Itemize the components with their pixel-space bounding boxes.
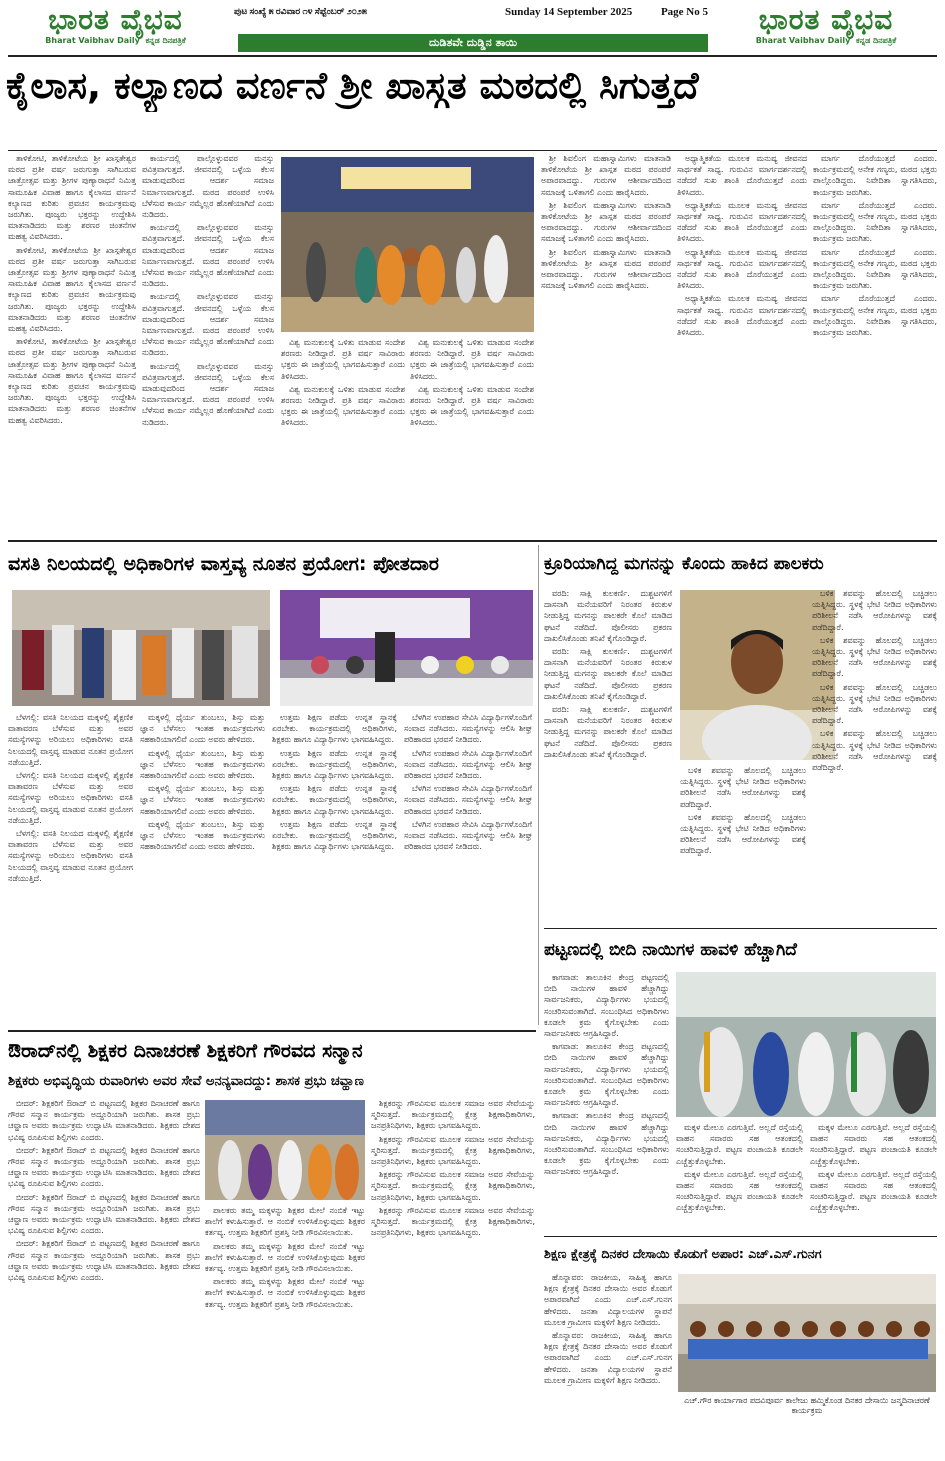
lead-column-2 [142,153,274,523]
teachers-subheadline: ಶಿಕ್ಷಕರು ಅಭಿವೃದ್ಧಿಯ ರುವಾರಿಗಳು ಅವರ ಸೇವೆ ಅನನ್ಯವಾದದ್ದು: ಶಾಸಕ ಪ್ರಭು ಚವ್ಹಾಣ [8,1074,364,1089]
issue-date: Sunday 14 September 2025 [505,6,633,18]
photo-students-group-image [678,1274,936,1392]
column-divider [538,545,539,1025]
teachers-paragraph: ಬೀದರ್: ಶಿಕ್ಷಕರಿಗೆ ಔರಾದ್ ಬಿ ಪಟ್ಟಣದಲ್ಲಿ ಶಿಕ್ಷಕರ ದಿನಾಚರಣೆ ಹಾಗೂ ಗೌರವ ಸನ್ಮಾನ ಕಾರ್ಯಕ್ರಮ ಅದ್ದೂರಿಯಾಗಿ ಜರುಗಿತು. ಶಾಸಕ ಪ್ರಭು ಚವ್ಹಾಣ ಅವರು ಕಾರ್ಯಕ್ರಮ ಉದ್ಘಾಟಿಸಿ ಮಾತನಾಡಿದರು. ಶಿಕ್ಷಕರು ದೇಶದ ಭವಿಷ್ಯ ರೂಪಿಸುವ ಶಿಲ್ಪಿಗಳು ಎಂದರು. [8,1099,200,1142]
hostel-column-2 [140,712,265,932]
lead-paragraph: ಕಾರ್ಯದಲ್ಲಿ ಪಾಲ್ಗೊಳ್ಳುವವರ ಮನಸ್ಸು ಪವಿತ್ರವಾಗುತ್ತದೆ. ಜೀವನದಲ್ಲಿ ಒಳ್ಳೆಯ ಕೆಲಸ ಮಾಡುವುದರಿಂದ ಆದರ್ಶ ಸಮಾಜ ನಿರ್ಮಾಣವಾಗುತ್ತದೆ. ಮಠದ ಪರಂಪರೆ ಉಳಿಸಿ ಬೆಳೆಸುವ ಕಾರ್ಯ ನಮ್ಮೆಲ್ಲರ ಹೊಣೆಯಾಗಿದೆ ಎಂದು ನುಡಿದರು. [142,292,274,358]
lead-paragraph: ಶ್ರೀ ಶಿವಲಿಂಗ ಮಹಾಸ್ವಾಮಿಗಳು ಮಾತನಾಡಿ ತಾಳಿಕೋಟೆಯ ಶ್ರೀ ಖಾಸ್ಗತ ಮಠದ ಪರಂಪರೆ ಅಪಾರವಾದದ್ದು. ಗುರುಗಳ ಆಶೀರ್ವಾದದಿಂದ ಸಮಾಜಕ್ಕೆ ಒಳಿತಾಗಲಿ ಎಂದು ಹಾರೈಸಿದರು. [541,247,671,291]
dogs-headline: ಪಟ್ಟಣದಲ್ಲಿ ಬೀದಿ ನಾಯಿಗಳ ಹಾವಳಿ ಹೆಚ್ಚಾಗಿದೆ [544,940,797,960]
logo-subtitle-kannada: ಕನ್ನಡ ದಿನಪತ್ರಿಕೆ [855,36,897,45]
dogs-paragraph: ಮಕ್ಕಳ ಮೇಲೂ ಎರಗುತ್ತಿವೆ. ಅಲ್ಲದೆ ರಸ್ತೆಯಲ್ಲಿ ವಾಹನ ಸವಾರರು ಸಹ ಆತಂಕದಲ್ಲಿ ಸಂಚರಿಸುತ್ತಿದ್ದಾರೆ. ಪಟ್ಟಣ ಪಂಚಾಯತಿ ಕೂಡಲೇ ಎಚ್ಚೆತ್ತುಕೊಳ್ಳಬೇಕು. [676,1123,803,1166]
hostel-headline: ವಸತಿ ನಿಲಯದಲ್ಲಿ ಅಧಿಕಾರಿಗಳ ವಾಸ್ತವ್ಯ ನೂತನ ಪ್ರಯೋಗ: ಪೋತದಾರ [8,553,439,575]
lead-column-6 [813,153,937,523]
hostel-paragraph: ಬೆಳಗಿನ ಉಪಹಾರ ಸೇವಿಸಿ ವಿದ್ಯಾರ್ಥಿಗಳೊಂದಿಗೆ ಸಂವಾದ ನಡೆಸಿದರು. ಸಮಸ್ಯೆಗಳನ್ನು ಆಲಿಸಿ ಶೀಘ್ರ ಪರಿಹಾರದ ಭರವಸೆ ನೀಡಿದರು. [404,713,532,745]
lead-paragraph: ಮಾರ್ಗ ದೊರೆಯುತ್ತದೆ ಎಂದರು. ಕಾರ್ಯಕ್ರಮದಲ್ಲಿ ಅನೇಕ ಗಣ್ಯರು, ಮಠದ ಭಕ್ತರು ಪಾಲ್ಗೊಂಡಿದ್ದರು. ನಿವೇದಿತಾ ಸ್ವಾಗತಿಸಿದರು, ಕಾರ್ಯಕ್ರಮ ಜರುಗಿತು. [813,247,937,291]
lead-paragraph: ತಾಳಿಕೋಟಿ, ತಾಳಿಕೋಟೆಯ ಶ್ರೀ ಖಾಸ್ಗತೇಶ್ವರ ಮಠದ ಪ್ರತೀ ವರ್ಷ ಜರುಗುತ್ತಾ ಸಾಗಿಬರುವ ಜಾತ್ರೋತ್ಸವ ಮತ್ತು ಶ್ರೀಗಳ ಪುಣ್ಯಾರಾಧನೆ ನಿಮಿತ್ತ ಸಾಮೂಹಿಕ ವಿವಾಹ ಹಾಗೂ ಕೈಲಾಸದ ವರ್ಣನೆ ಕಲ್ಯಾಣದ ಕುರಿತು ಪ್ರವಚನ ಕಾರ್ಯಕ್ರಮವು ಜರುಗಿತು. ಪೂಜ್ಯರು ಭಕ್ತರನ್ನು ಉದ್ದೇಶಿಸಿ ಮಾತನಾಡಿದರು ಮತ್ತು ಶರಣರ ಚಿಂತನೆಗಳ ಮಹತ್ವ ವಿವರಿಸಿದರು. [8,337,136,425]
lead-column-1 [8,153,136,523]
lead-headline: ಕೈಲಾಸ, ಕಲ್ಯಾಣದ ವರ್ಣನೆ ಶ್ರೀ ಖಾಸ್ಗತ ಮಠದಲ್ಲಿ ಸಿಗುತ್ತದೆ [6,64,699,107]
photo-hostel-stage [280,590,533,706]
crime-paragraph: ಬಳಿಕ ಶವವನ್ನು ಹೊಲದಲ್ಲಿ ಬಚ್ಚಿಡಲು ಯತ್ನಿಸಿದ್ದರು. ಸ್ಥಳಕ್ಕೆ ಭೇಟಿ ನೀಡಿದ ಅಧಿಕಾರಿಗಳು ಪರಿಶೀಲನೆ ನಡೆಸಿ ಆರೋಪಿಗಳನ್ನು ವಶಕ್ಕೆ ಪಡೆದಿದ್ದಾರೆ. [812,635,937,679]
crime-paragraph: ಬಳಿಕ ಶವವನ್ನು ಹೊಲದಲ್ಲಿ ಬಚ್ಚಿಡಲು ಯತ್ನಿಸಿದ್ದರು. ಸ್ಥಳಕ್ಕೆ ಭೇಟಿ ನೀಡಿದ ಅಧಿಕಾರಿಗಳು ಪರಿಶೀಲನೆ ನಡೆಸಿ ಆರೋಪಿಗಳನ್ನು ವಶಕ್ಕೆ ಪಡೆದಿದ್ದಾರೆ. [812,682,937,726]
crime-column-2 [680,765,806,923]
hostel-column-4 [404,712,532,932]
teachers-column-3 [371,1098,535,1438]
photo-felicitation-group [676,972,936,1117]
teachers-paragraph: ಶಿಕ್ಷಕರನ್ನು ಗೌರವಿಸುವ ಮೂಲಕ ಸಮಾಜ ಅವರ ಸೇವೆಯನ್ನು ಸ್ಮರಿಸುತ್ತದೆ. ಕಾರ್ಯಕ್ರಮದಲ್ಲಿ ಕ್ಷೇತ್ರ ಶಿಕ್ಷಣಾಧಿಕಾರಿಗಳು, ಜನಪ್ರತಿನಿಧಿಗಳು, ಶಿಕ್ಷಕರು ಭಾಗವಹಿಸಿದ್ದರು. [371,1205,535,1238]
teachers-headline: ಔರಾದ್‌ನಲ್ಲಿ ಶಿಕ್ಷಕರ ದಿನಾಚರಣೆ ಶಿಕ್ಷಕರಿಗೆ ಗೌರವದ ಸನ್ಮಾನ [8,1040,363,1062]
photo-students-group [678,1274,936,1392]
motto-text: ದುಡಿತವೇ ದುಡ್ಡಿನ ತಾಯಿ [428,36,518,49]
motto-bar [238,34,708,52]
hostel-paragraph: ಮಕ್ಕಳಲ್ಲಿ ಧೈರ್ಯ ತುಂಬಲು, ಶಿಸ್ತು ಮತ್ತು ಜ್ಞಾನ ಬೆಳೆಸಲು ಇಂತಹ ಕಾರ್ಯಕ್ರಮಗಳು ಸಹಕಾರಿಯಾಗಲಿವೆ ಎಂದು ಅವರು ಹೇಳಿದರು. [140,748,265,781]
dogs-column-3 [810,1122,937,1232]
logo-text: ಭಾರತ ವೈಭವ [758,3,894,36]
logo-text: ಭಾರತ ವೈಭವ [48,3,183,36]
lead-paragraph: ಶ್ರೀ ಶಿವಲಿಂಗ ಮಹಾಸ್ವಾಮಿಗಳು ಮಾತನಾಡಿ ತಾಳಿಕೋಟೆಯ ಶ್ರೀ ಖಾಸ್ಗತ ಮಠದ ಪರಂಪರೆ ಅಪಾರವಾದದ್ದು. ಗುರುಗಳ ಆಶೀರ್ವಾದದಿಂದ ಸಮಾಜಕ್ಕೆ ಒಳಿತಾಗಲಿ ಎಂದು ಹಾರೈಸಿದರು. [541,154,671,197]
lead-paragraph: ತಾಳಿಕೋಟಿ, ತಾಳಿಕೋಟೆಯ ಶ್ರೀ ಖಾಸ್ಗತೇಶ್ವರ ಮಠದ ಪ್ರತೀ ವರ್ಷ ಜರುಗುತ್ತಾ ಸಾಗಿಬರುವ ಜಾತ್ರೋತ್ಸವ ಮತ್ತು ಶ್ರೀಗಳ ಪುಣ್ಯಾರಾಧನೆ ನಿಮಿತ್ತ ಸಾಮೂಹಿಕ ವಿವಾಹ ಹಾಗೂ ಕೈಲಾಸದ ವರ್ಣನೆ ಕಲ್ಯಾಣದ ಕುರಿತು ಪ್ರವಚನ ಕಾರ್ಯಕ್ರಮವು ಜರುಗಿತು. ಪೂಜ್ಯರು ಭಕ್ತರನ್ನು ಉದ್ದೇಶಿಸಿ ಮಾತನಾಡಿದರು ಮತ್ತು ಶರಣರ ಚಿಂತನೆಗಳ ಮಹತ್ವ ವಿವರಿಸಿದರು. [8,154,136,242]
hostel-column-1 [8,712,133,932]
lead-paragraph: ಅಧ್ಯಾತ್ಮಿಕತೆಯ ಮೂಲಕ ಮನುಷ್ಯ ಜೀವನದ ಸಾರ್ಥಕತೆ ಸಾಧ್ಯ. ಗುರುವಿನ ಮಾರ್ಗದರ್ಶನದಲ್ಲಿ ನಡೆದರೆ ಸುಖ ಶಾಂತಿ ದೊರೆಯುತ್ತದೆ ಎಂದು ತಿಳಿಸಿದರು. [677,247,807,291]
teachers-paragraph: ಪಾಲಕರು ತಮ್ಮ ಮಕ್ಕಳನ್ನು ಶಿಕ್ಷಕರ ಮೇಲೆ ನಂಬಿಕೆ ಇಟ್ಟು ಶಾಲೆಗೆ ಕಳುಹಿಸುತ್ತಾರೆ. ಆ ನಂಬಿಕೆ ಉಳಿಸಿಕೊಳ್ಳುವುದು ಶಿಕ್ಷಕರ ಕರ್ತವ್ಯ. ಉತ್ತಮ ಶಿಕ್ಷಕರಿಗೆ ಪ್ರಶಸ್ತಿ ನೀಡಿ ಗೌರವಿಸಲಾಯಿತು. [205,1241,365,1274]
section-rule [8,1030,536,1032]
hostel-paragraph: ಉತ್ತಮ ಶಿಕ್ಷಣ ಪಡೆದು ಉನ್ನತ ಸ್ಥಾನಕ್ಕೆ ಏರಬೇಕು. ಕಾರ್ಯಕ್ರಮದಲ್ಲಿ ಅಧಿಕಾರಿಗಳು, ಶಿಕ್ಷಕರು ಹಾಗೂ ವಿದ್ಯಾರ್ಥಿಗಳು ಭಾಗವಹಿಸಿದ್ದರು. [272,784,397,816]
lead-paragraph: ವಿಶ್ವ ಮನುಕುಲಕ್ಕೆ ಒಳಿತು ಮಾಡುವ ಸಂದೇಶ ಶರಣರು ನೀಡಿದ್ದಾರೆ. ಪ್ರತಿ ವರ್ಷ ಸಾವಿರಾರು ಭಕ್ತರು ಈ ಜಾತ್ರೆಯಲ್ಲಿ ಭಾಗವಹಿಸುತ್ತಾರೆ ಎಂದು ತಿಳಿಸಿದರು. [281,384,405,428]
hostel-paragraph: ಉತ್ತಮ ಶಿಕ್ಷಣ ಪಡೆದು ಉನ್ನತ ಸ್ಥಾನಕ್ಕೆ ಏರಬೇಕು. ಕಾರ್ಯಕ್ರಮದಲ್ಲಿ ಅಧಿಕಾರಿಗಳು, ಶಿಕ್ಷಕರು ಹಾಗೂ ವಿದ್ಯಾರ್ಥಿಗಳು ಭಾಗವಹಿಸಿದ್ದರು. [272,713,397,745]
dogs-column-2 [676,1122,803,1232]
photo-hostel-stage-image [280,590,533,706]
masthead-logo-left [8,4,223,48]
education-paragraph: ಹೊನ್ನಾವರ: ರಾಜಕೀಯ, ಸಾಹಿತ್ಯ ಹಾಗೂ ಶಿಕ್ಷಣ ಕ್ಷೇತ್ರಕ್ಕೆ ದಿನಕರ ದೇಸಾಯಿ ಅವರ ಕೊಡುಗೆ ಅಪಾರವಾಗಿದೆ ಎಂದು ಎಚ್.ಎಸ್.ಗುನಗ ಹೇಳಿದರು. ಜನತಾ ವಿದ್ಯಾಲಯಗಳ ಸ್ಥಾಪನೆ ಮೂಲಕ ಗ್ರಾಮೀಣ ಮಕ್ಕಳಿಗೆ ಶಿಕ್ಷಣ ನೀಡಿದರು. [544,1273,672,1327]
section-rule [544,1236,937,1237]
lead-paragraph: ವಿಶ್ವ ಮನುಕುಲಕ್ಕೆ ಒಳಿತು ಮಾಡುವ ಸಂದೇಶ ಶರಣರು ನೀಡಿದ್ದಾರೆ. ಪ್ರತಿ ವರ್ಷ ಸಾವಿರಾರು ಭಕ್ತರು ಈ ಜಾತ್ರೆಯಲ್ಲಿ ಭಾಗವಹಿಸುತ್ತಾರೆ ಎಂದು ತಿಳಿಸಿದರು. [281,338,405,381]
lead-paragraph: ಅಧ್ಯಾತ್ಮಿಕತೆಯ ಮೂಲಕ ಮನುಷ್ಯ ಜೀವನದ ಸಾರ್ಥಕತೆ ಸಾಧ್ಯ. ಗುರುವಿನ ಮಾರ್ಗದರ್ಶನದಲ್ಲಿ ನಡೆದರೆ ಸುಖ ಶಾಂತಿ ದೊರೆಯುತ್ತದೆ ಎಂದು ತಿಳಿಸಿದರು. [677,294,807,338]
hostel-paragraph: ಉತ್ತಮ ಶಿಕ್ಷಣ ಪಡೆದು ಉನ್ನತ ಸ್ಥಾನಕ್ಕೆ ಏರಬೇಕು. ಕಾರ್ಯಕ್ರಮದಲ್ಲಿ ಅಧಿಕಾರಿಗಳು, ಶಿಕ್ಷಕರು ಹಾಗೂ ವಿದ್ಯಾರ್ಥಿಗಳು ಭಾಗವಹಿಸಿದ್ದರು. [272,819,397,852]
lead-column-5 [677,153,807,523]
crime-paragraph: ವರದಿ: ಸಾಕ್ಷಿ ಕುಲಕರ್ಣಿ. ದುಶ್ಚಟಗಳಿಗೆ ದಾಸನಾಗಿ ಮನೆಯವರಿಗೆ ನಿರಂತರ ಕಿರುಕುಳ ನೀಡುತ್ತಿದ್ದ ಮಗನನ್ನು ಪಾಲಕರೇ ಕೊಲೆ ಮಾಡಿದ ಘಟನೆ ನಡೆದಿದೆ. ಪೊಲೀಸರು ಪ್ರಕರಣ ದಾಖಲಿಸಿಕೊಂಡು ತನಿಖೆ ಕೈಗೊಂಡಿದ್ದಾರೆ. [544,647,672,701]
teachers-paragraph: ಶಿಕ್ಷಕರನ್ನು ಗೌರವಿಸುವ ಮೂಲಕ ಸಮಾಜ ಅವರ ಸೇವೆಯನ್ನು ಸ್ಮರಿಸುತ್ತದೆ. ಕಾರ್ಯಕ್ರಮದಲ್ಲಿ ಕ್ಷೇತ್ರ ಶಿಕ್ಷಣಾಧಿಕಾರಿಗಳು, ಜನಪ್ರತಿನಿಧಿಗಳು, ಶಿಕ್ಷಕರು ಭಾಗವಹಿಸಿದ್ದರು. [371,1170,535,1202]
hostel-paragraph: ಉತ್ತಮ ಶಿಕ್ಷಣ ಪಡೆದು ಉನ್ನತ ಸ್ಥಾನಕ್ಕೆ ಏರಬೇಕು. ಕಾರ್ಯಕ್ರಮದಲ್ಲಿ ಅಧಿಕಾರಿಗಳು, ಶಿಕ್ಷಕರು ಹಾಗೂ ವಿದ್ಯಾರ್ಥಿಗಳು ಭಾಗವಹಿಸಿದ್ದರು. [272,748,397,781]
lead-paragraph: ವಿಶ್ವ ಮನುಕುಲಕ್ಕೆ ಒಳಿತು ಮಾಡುವ ಸಂದೇಶ ಶರಣರು ನೀಡಿದ್ದಾರೆ. ಪ್ರತಿ ವರ್ಷ ಸಾವಿರಾರು ಭಕ್ತರು ಈ ಜಾತ್ರೆಯಲ್ಲಿ ಭಾಗವಹಿಸುತ್ತಾರೆ ಎಂದು ತಿಳಿಸಿದರು. [410,384,534,428]
crime-paragraph: ಬಳಿಕ ಶವವನ್ನು ಹೊಲದಲ್ಲಿ ಬಚ್ಚಿಡಲು ಯತ್ನಿಸಿದ್ದರು. ಸ್ಥಳಕ್ಕೆ ಭೇಟಿ ನೀಡಿದ ಅಧಿಕಾರಿಗಳು ಪರಿಶೀಲನೆ ನಡೆಸಿ ಆರೋಪಿಗಳನ್ನು ವಶಕ್ಕೆ ಪಡೆದಿದ್ದಾರೆ. [680,812,806,856]
photo-felicitation-group-image [676,972,936,1117]
education-photo-caption: ಎಚ್.ಗೌರ ಕಾರ್ಯಾಗಾರ ಪದವಿಪೂರ್ವ ಕಾಲೇಜು ಹಮ್ಮಿಕೊಂಡ ದಿನಕರ ದೇಸಾಯಿ ಜನ್ಮದಿನಾಚರಣೆ ಕಾರ್ಯಕ್ರಮ [678,1396,936,1440]
hostel-paragraph: ಮಕ್ಕಳಲ್ಲಿ ಧೈರ್ಯ ತುಂಬಲು, ಶಿಸ್ತು ಮತ್ತು ಜ್ಞಾನ ಬೆಳೆಸಲು ಇಂತಹ ಕಾರ್ಯಕ್ರಮಗಳು ಸಹಕಾರಿಯಾಗಲಿವೆ ಎಂದು ಅವರು ಹೇಳಿದರು. [140,784,265,816]
dogs-paragraph: ಮಕ್ಕಳ ಮೇಲೂ ಎರಗುತ್ತಿವೆ. ಅಲ್ಲದೆ ರಸ್ತೆಯಲ್ಲಿ ವಾಹನ ಸವಾರರು ಸಹ ಆತಂಕದಲ್ಲಿ ಸಂಚರಿಸುತ್ತಿದ್ದಾರೆ. ಪಟ್ಟಣ ಪಂಚಾಯತಿ ಕೂಡಲೇ ಎಚ್ಚೆತ್ತುಕೊಳ್ಳಬೇಕು. [676,1169,803,1213]
dogs-paragraph: ಮಕ್ಕಳ ಮೇಲೂ ಎರಗುತ್ತಿವೆ. ಅಲ್ಲದೆ ರಸ್ತೆಯಲ್ಲಿ ವಾಹನ ಸವಾರರು ಸಹ ಆತಂಕದಲ್ಲಿ ಸಂಚರಿಸುತ್ತಿದ್ದಾರೆ. ಪಟ್ಟಣ ಪಂಚಾಯತಿ ಕೂಡಲೇ ಎಚ್ಚೆತ್ತುಕೊಳ್ಳಬೇಕು. [810,1169,937,1213]
education-paragraph: ಹೊನ್ನಾವರ: ರಾಜಕೀಯ, ಸಾಹಿತ್ಯ ಹಾಗೂ ಶಿಕ್ಷಣ ಕ್ಷೇತ್ರಕ್ಕೆ ದಿನಕರ ದೇಸಾಯಿ ಅವರ ಕೊಡುಗೆ ಅಪಾರವಾಗಿದೆ ಎಂದು ಎಚ್.ಎಸ್.ಗುನಗ ಹೇಳಿದರು. ಜನತಾ ವಿದ್ಯಾಲಯಗಳ ಸ್ಥಾಪನೆ ಮೂಲಕ ಗ್ರಾಮೀಣ ಮಕ್ಕಳಿಗೆ ಶಿಕ್ಷಣ ನೀಡಿದರು. [544,1331,672,1385]
issue-info-bar [230,6,712,22]
crime-paragraph: ಬಳಿಕ ಶವವನ್ನು ಹೊಲದಲ್ಲಿ ಬಚ್ಚಿಡಲು ಯತ್ನಿಸಿದ್ದರು. ಸ್ಥಳಕ್ಕೆ ಭೇಟಿ ನೀಡಿದ ಅಧಿಕಾರಿಗಳು ಪರಿಶೀಲನೆ ನಡೆಸಿ ಆರೋಪಿಗಳನ್ನು ವಶಕ್ಕೆ ಪಡೆದಿದ್ದಾರೆ. [812,589,937,632]
logo-subtitle: Bharat Vaibhav Daily [45,36,140,45]
teachers-column-1 [8,1098,200,1438]
teachers-paragraph: ಬೀದರ್: ಶಿಕ್ಷಕರಿಗೆ ಔರಾದ್ ಬಿ ಪಟ್ಟಣದಲ್ಲಿ ಶಿಕ್ಷಕರ ದಿನಾಚರಣೆ ಹಾಗೂ ಗೌರವ ಸನ್ಮಾನ ಕಾರ್ಯಕ್ರಮ ಅದ್ದೂರಿಯಾಗಿ ಜರುಗಿತು. ಶಾಸಕ ಪ್ರಭು ಚವ್ಹಾಣ ಅವರು ಕಾರ್ಯಕ್ರಮ ಉದ್ಘಾಟಿಸಿ ಮಾತನಾಡಿದರು. ಶಿಕ್ಷಕರು ದೇಶದ ಭವಿಷ್ಯ ರೂಪಿಸುವ ಶಿಲ್ಪಿಗಳು ಎಂದರು. [8,1192,200,1236]
teachers-paragraph: ಬೀದರ್: ಶಿಕ್ಷಕರಿಗೆ ಔರಾದ್ ಬಿ ಪಟ್ಟಣದಲ್ಲಿ ಶಿಕ್ಷಕರ ದಿನಾಚರಣೆ ಹಾಗೂ ಗೌರವ ಸನ್ಮಾನ ಕಾರ್ಯಕ್ರಮ ಅದ್ದೂರಿಯಾಗಿ ಜರುಗಿತು. ಶಾಸಕ ಪ್ರಭು ಚವ್ಹಾಣ ಅವರು ಕಾರ್ಯಕ್ರಮ ಉದ್ಘಾಟಿಸಿ ಮಾತನಾಡಿದರು. ಶಿಕ್ಷಕರು ದೇಶದ ಭವಿಷ್ಯ ರೂಪಿಸುವ ಶಿಲ್ಪಿಗಳು ಎಂದರು. [8,1145,200,1189]
education-column-1 [544,1272,672,1440]
masthead-logo-right [715,4,937,48]
dogs-column-1 [544,972,669,1232]
section-rule [544,928,937,929]
photo-teachers-felicitation-image [205,1100,365,1200]
lead-column-4 [541,153,671,523]
hostel-paragraph: ಬೆಳಗಲ್ಲಿ: ವಸತಿ ನಿಲಯದ ಮಕ್ಕಳಲ್ಲಿ ಶೈಕ್ಷಣಿಕ ವಾತಾವರಣ ಬೆಳೆಸುವ ಮತ್ತು ಅವರ ಸಮಸ್ಯೆಗಳನ್ನು ಅರಿಯಲು ಅಧಿಕಾರಿಗಳು ವಸತಿ ನಿಲಯದಲ್ಲಿ ವಾಸ್ತವ್ಯ ಮಾಡುವ ನೂತನ ಪ್ರಯೋಗ ನಡೆಯುತ್ತಿದೆ. [8,713,133,767]
teachers-column-2 [205,1205,365,1438]
masthead-rule [8,55,937,57]
teachers-paragraph: ಶಿಕ್ಷಕರನ್ನು ಗೌರವಿಸುವ ಮೂಲಕ ಸಮಾಜ ಅವರ ಸೇವೆಯನ್ನು ಸ್ಮರಿಸುತ್ತದೆ. ಕಾರ್ಯಕ್ರಮದಲ್ಲಿ ಕ್ಷೇತ್ರ ಶಿಕ್ಷಣಾಧಿಕಾರಿಗಳು, ಜನಪ್ರತಿನಿಧಿಗಳು, ಶಿಕ್ಷಕರು ಭಾಗವಹಿಸಿದ್ದರು. [371,1099,535,1131]
lead-paragraph: ಅಧ್ಯಾತ್ಮಿಕತೆಯ ಮೂಲಕ ಮನುಷ್ಯ ಜೀವನದ ಸಾರ್ಥಕತೆ ಸಾಧ್ಯ. ಗುರುವಿನ ಮಾರ್ಗದರ್ಶನದಲ್ಲಿ ನಡೆದರೆ ಸುಖ ಶಾಂತಿ ದೊರೆಯುತ್ತದೆ ಎಂದು ತಿಳಿಸಿದರು. [677,200,807,244]
lead-paragraph: ಕಾರ್ಯದಲ್ಲಿ ಪಾಲ್ಗೊಳ್ಳುವವರ ಮನಸ್ಸು ಪವಿತ್ರವಾಗುತ್ತದೆ. ಜೀವನದಲ್ಲಿ ಒಳ್ಳೆಯ ಕೆಲಸ ಮಾಡುವುದರಿಂದ ಆದರ್ಶ ಸಮಾಜ ನಿರ್ಮಾಣವಾಗುತ್ತದೆ. ಮಠದ ಪರಂಪರೆ ಉಳಿಸಿ ಬೆಳೆಸುವ ಕಾರ್ಯ ನಮ್ಮೆಲ್ಲರ ಹೊಣೆಯಾಗಿದೆ ಎಂದು ನುಡಿದರು. [142,223,274,289]
lead-paragraph: ತಾಳಿಕೋಟಿ, ತಾಳಿಕೋಟೆಯ ಶ್ರೀ ಖಾಸ್ಗತೇಶ್ವರ ಮಠದ ಪ್ರತೀ ವರ್ಷ ಜರುಗುತ್ತಾ ಸಾಗಿಬರುವ ಜಾತ್ರೋತ್ಸವ ಮತ್ತು ಶ್ರೀಗಳ ಪುಣ್ಯಾರಾಧನೆ ನಿಮಿತ್ತ ಸಾಮೂಹಿಕ ವಿವಾಹ ಹಾಗೂ ಕೈಲಾಸದ ವರ್ಣನೆ ಕಲ್ಯಾಣದ ಕುರಿತು ಪ್ರವಚನ ಕಾರ್ಯಕ್ರಮವು ಜರುಗಿತು. ಪೂಜ್ಯರು ಭಕ್ತರನ್ನು ಉದ್ದೇಶಿಸಿ ಮಾತನಾಡಿದರು ಮತ್ತು ಶರಣರ ಚಿಂತನೆಗಳ ಮಹತ್ವ ವಿವರಿಸಿದರು. [8,245,136,334]
hostel-paragraph: ಬೆಳಗಿನ ಉಪಹಾರ ಸೇವಿಸಿ ವಿದ್ಯಾರ್ಥಿಗಳೊಂದಿಗೆ ಸಂವಾದ ನಡೆಸಿದರು. ಸಮಸ್ಯೆಗಳನ್ನು ಆಲಿಸಿ ಶೀಘ್ರ ಪರಿಹಾರದ ಭರವಸೆ ನೀಡಿದರು. [404,784,532,816]
lead-paragraph: ಮಾರ್ಗ ದೊರೆಯುತ್ತದೆ ಎಂದರು. ಕಾರ್ಯಕ್ರಮದಲ್ಲಿ ಅನೇಕ ಗಣ್ಯರು, ಮಠದ ಭಕ್ತರು ಪಾಲ್ಗೊಂಡಿದ್ದರು. ನಿವೇದಿತಾ ಸ್ವಾಗತಿಸಿದರು, ಕಾರ್ಯಕ್ರಮ ಜರುಗಿತು. [813,294,937,338]
education-headline: ಶಿಕ್ಷಣ ಕ್ಷೇತ್ರಕ್ಕೆ ದಿನಕರ ದೇಸಾಯಿ ಕೊಡುಗೆ ಅಪಾರ: ಎಚ್.ಎಸ್.ಗುನಗ [544,1246,822,1261]
photo-hostel-group [12,590,270,706]
lead-paragraph: ಅಧ್ಯಾತ್ಮಿಕತೆಯ ಮೂಲಕ ಮನುಷ್ಯ ಜೀವನದ ಸಾರ್ಥಕತೆ ಸಾಧ್ಯ. ಗುರುವಿನ ಮಾರ್ಗದರ್ಶನದಲ್ಲಿ ನಡೆದರೆ ಸುಖ ಶಾಂತಿ ದೊರೆಯುತ್ತದೆ ಎಂದು ತಿಳಿಸಿದರು. [677,154,807,197]
hostel-paragraph: ಮಕ್ಕಳಲ್ಲಿ ಧೈರ್ಯ ತುಂಬಲು, ಶಿಸ್ತು ಮತ್ತು ಜ್ಞಾನ ಬೆಳೆಸಲು ಇಂತಹ ಕಾರ್ಯಕ್ರಮಗಳು ಸಹಕಾರಿಯಾಗಲಿವೆ ಎಂದು ಅವರು ಹೇಳಿದರು. [140,819,265,852]
photo-swamiji-felicitation [281,157,534,332]
teachers-paragraph: ಪಾಲಕರು ತಮ್ಮ ಮಕ್ಕಳನ್ನು ಶಿಕ್ಷಕರ ಮೇಲೆ ನಂಬಿಕೆ ಇಟ್ಟು ಶಾಲೆಗೆ ಕಳುಹಿಸುತ್ತಾರೆ. ಆ ನಂಬಿಕೆ ಉಳಿಸಿಕೊಳ್ಳುವುದು ಶಿಕ್ಷಕರ ಕರ್ತವ್ಯ. ಉತ್ತಮ ಶಿಕ್ಷಕರಿಗೆ ಪ್ರಶಸ್ತಿ ನೀಡಿ ಗೌರವಿಸಲಾಯಿತು. [205,1277,365,1309]
lead-paragraph: ಶ್ರೀ ಶಿವಲಿಂಗ ಮಹಾಸ್ವಾಮಿಗಳು ಮಾತನಾಡಿ ತಾಳಿಕೋಟೆಯ ಶ್ರೀ ಖಾಸ್ಗತ ಮಠದ ಪರಂಪರೆ ಅಪಾರವಾದದ್ದು. ಗುರುಗಳ ಆಶೀರ್ವಾದದಿಂದ ಸಮಾಜಕ್ಕೆ ಒಳಿತಾಗಲಿ ಎಂದು ಹಾರೈಸಿದರು. [541,200,671,244]
teachers-paragraph: ಶಿಕ್ಷಕರನ್ನು ಗೌರವಿಸುವ ಮೂಲಕ ಸಮಾಜ ಅವರ ಸೇವೆಯನ್ನು ಸ್ಮರಿಸುತ್ತದೆ. ಕಾರ್ಯಕ್ರಮದಲ್ಲಿ ಕ್ಷೇತ್ರ ಶಿಕ್ಷಣಾಧಿಕಾರಿಗಳು, ಜನಪ್ರತಿನಿಧಿಗಳು, ಶಿಕ್ಷಕರು ಭಾಗವಹಿಸಿದ್ದರು. [371,1134,535,1167]
crime-paragraph: ವರದಿ: ಸಾಕ್ಷಿ ಕುಲಕರ್ಣಿ. ದುಶ್ಚಟಗಳಿಗೆ ದಾಸನಾಗಿ ಮನೆಯವರಿಗೆ ನಿರಂತರ ಕಿರುಕುಳ ನೀಡುತ್ತಿದ್ದ ಮಗನನ್ನು ಪಾಲಕರೇ ಕೊಲೆ ಮಾಡಿದ ಘಟನೆ ನಡೆದಿದೆ. ಪೊಲೀಸರು ಪ್ರಕರಣ ದಾಖಲಿಸಿಕೊಂಡು ತನಿಖೆ ಕೈಗೊಂಡಿದ್ದಾರೆ. [544,589,672,643]
teachers-paragraph: ಬೀದರ್: ಶಿಕ್ಷಕರಿಗೆ ಔರಾದ್ ಬಿ ಪಟ್ಟಣದಲ್ಲಿ ಶಿಕ್ಷಕರ ದಿನಾಚರಣೆ ಹಾಗೂ ಗೌರವ ಸನ್ಮಾನ ಕಾರ್ಯಕ್ರಮ ಅದ್ದೂರಿಯಾಗಿ ಜರುಗಿತು. ಶಾಸಕ ಪ್ರಭು ಚವ್ಹಾಣ ಅವರು ಕಾರ್ಯಕ್ರಮ ಉದ್ಘಾಟಿಸಿ ಮಾತನಾಡಿದರು. ಶಿಕ್ಷಕರು ದೇಶದ ಭವಿಷ್ಯ ರೂಪಿಸುವ ಶಿಲ್ಪಿಗಳು ಎಂದರು. [8,1239,200,1283]
lead-column-3b [410,337,534,523]
crime-paragraph: ವರದಿ: ಸಾಕ್ಷಿ ಕುಲಕರ್ಣಿ. ದುಶ್ಚಟಗಳಿಗೆ ದಾಸನಾಗಿ ಮನೆಯವರಿಗೆ ನಿರಂತರ ಕಿರುಕುಳ ನೀಡುತ್ತಿದ್ದ ಮಗನನ್ನು ಪಾಲಕರೇ ಕೊಲೆ ಮಾಡಿದ ಘಟನೆ ನಡೆದಿದೆ. ಪೊಲೀಸರು ಪ್ರಕರಣ ದಾಖಲಿಸಿಕೊಂಡು ತನಿಖೆ ಕೈಗೊಂಡಿದ್ದಾರೆ. [544,705,672,759]
dogs-paragraph: ಕಾಗವಾಡ: ತಾಲೂಕಿನ ಕೇಂದ್ರ ಪಟ್ಟಣದಲ್ಲಿ ಬೀದಿ ನಾಯಿಗಳ ಹಾವಳಿ ಹೆಚ್ಚಾಗಿದ್ದು ಸಾರ್ವಜನಿಕರು, ವಿದ್ಯಾರ್ಥಿಗಳು ಭಯದಲ್ಲಿ ಸಂಚರಿಸುವಂತಾಗಿದೆ. ಸಂಬಂಧಿಸಿದ ಅಧಿಕಾರಿಗಳು ಕೂಡಲೇ ಕ್ರಮ ಕೈಗೊಳ್ಳಬೇಕು ಎಂದು ಸಾರ್ವಜನಿಕರು ಆಗ್ರಹಿಸಿದ್ದಾರೆ. [544,1111,669,1177]
hostel-column-3 [272,712,397,932]
lead-paragraph: ಮಾರ್ಗ ದೊರೆಯುತ್ತದೆ ಎಂದರು. ಕಾರ್ಯಕ್ರಮದಲ್ಲಿ ಅನೇಕ ಗಣ್ಯರು, ಮಠದ ಭಕ್ತರು ಪಾಲ್ಗೊಂಡಿದ್ದರು. ನಿವೇದಿತಾ ಸ್ವಾಗತಿಸಿದರು, ಕಾರ್ಯಕ್ರಮ ಜರುಗಿತು. [813,154,937,197]
logo-subtitle: Bharat Vaibhav Daily [755,36,851,45]
crime-paragraph: ಬಳಿಕ ಶವವನ್ನು ಹೊಲದಲ್ಲಿ ಬಚ್ಚಿಡಲು ಯತ್ನಿಸಿದ್ದರು. ಸ್ಥಳಕ್ಕೆ ಭೇಟಿ ನೀಡಿದ ಅಧಿಕಾರಿಗಳು ಪರಿಶೀಲನೆ ನಡೆಸಿ ಆರೋಪಿಗಳನ್ನು ವಶಕ್ಕೆ ಪಡೆದಿದ್ದಾರೆ. [812,729,937,773]
issue-info: ಪುಟ ಸಂಖ್ಯೆ ೫ ರವಿವಾರ ೧೪ ಸೆಪ್ಟೆಂಬರ್ ೨೦೨೫ [234,6,367,16]
crime-column-3 [812,588,937,923]
logo-subtitle-kannada: ಕನ್ನಡ ದಿನಪತ್ರಿಕೆ [145,36,186,45]
lead-paragraph: ಕಾರ್ಯದಲ್ಲಿ ಪಾಲ್ಗೊಳ್ಳುವವರ ಮನಸ್ಸು ಪವಿತ್ರವಾಗುತ್ತದೆ. ಜೀವನದಲ್ಲಿ ಒಳ್ಳೆಯ ಕೆಲಸ ಮಾಡುವುದರಿಂದ ಆದರ್ಶ ಸಮಾಜ ನಿರ್ಮಾಣವಾಗುತ್ತದೆ. ಮಠದ ಪರಂಪರೆ ಉಳಿಸಿ ಬೆಳೆಸುವ ಕಾರ್ಯ ನಮ್ಮೆಲ್ಲರ ಹೊಣೆಯಾಗಿದೆ ಎಂದು ನುಡಿದರು. [142,154,274,220]
lead-column-3 [281,337,405,523]
dogs-paragraph: ಕಾಗವಾಡ: ತಾಲೂಕಿನ ಕೇಂದ್ರ ಪಟ್ಟಣದಲ್ಲಿ ಬೀದಿ ನಾಯಿಗಳ ಹಾವಳಿ ಹೆಚ್ಚಾಗಿದ್ದು ಸಾರ್ವಜನಿಕರು, ವಿದ್ಯಾರ್ಥಿಗಳು ಭಯದಲ್ಲಿ ಸಂಚರಿಸುವಂತಾಗಿದೆ. ಸಂಬಂಧಿಸಿದ ಅಧಿಕಾರಿಗಳು ಕೂಡಲೇ ಕ್ರಮ ಕೈಗೊಳ್ಳಬೇಕು ಎಂದು ಸಾರ್ವಜನಿಕರು ಆಗ್ರಹಿಸಿದ್ದಾರೆ. [544,973,669,1039]
photo-hostel-group-image [12,590,270,706]
crime-column-1 [544,588,672,923]
lead-paragraph: ವಿಶ್ವ ಮನುಕುಲಕ್ಕೆ ಒಳಿತು ಮಾಡುವ ಸಂದೇಶ ಶರಣರು ನೀಡಿದ್ದಾರೆ. ಪ್ರತಿ ವರ್ಷ ಸಾವಿರಾರು ಭಕ್ತರು ಈ ಜಾತ್ರೆಯಲ್ಲಿ ಭಾಗವಹಿಸುತ್ತಾರೆ ಎಂದು ತಿಳಿಸಿದರು. [410,338,534,381]
photo-swamiji-felicitation-image [281,157,534,332]
section-rule [8,540,937,542]
page-number: Page No 5 [660,6,708,18]
dogs-paragraph: ಮಕ್ಕಳ ಮೇಲೂ ಎರಗುತ್ತಿವೆ. ಅಲ್ಲದೆ ರಸ್ತೆಯಲ್ಲಿ ವಾಹನ ಸವಾರರು ಸಹ ಆತಂಕದಲ್ಲಿ ಸಂಚರಿಸುತ್ತಿದ್ದಾರೆ. ಪಟ್ಟಣ ಪಂಚಾಯತಿ ಕೂಡಲೇ ಎಚ್ಚೆತ್ತುಕೊಳ್ಳಬೇಕು. [810,1123,937,1166]
hostel-paragraph: ಬೆಳಗಲ್ಲಿ: ವಸತಿ ನಿಲಯದ ಮಕ್ಕಳಲ್ಲಿ ಶೈಕ್ಷಣಿಕ ವಾತಾವರಣ ಬೆಳೆಸುವ ಮತ್ತು ಅವರ ಸಮಸ್ಯೆಗಳನ್ನು ಅರಿಯಲು ಅಧಿಕಾರಿಗಳು ವಸತಿ ನಿಲಯದಲ್ಲಿ ವಾಸ್ತವ್ಯ ಮಾಡುವ ನೂತನ ಪ್ರಯೋಗ ನಡೆಯುತ್ತಿದೆ. [8,771,133,825]
photo-teachers-felicitation [205,1100,365,1200]
lead-headline-rule [8,150,937,151]
crime-paragraph: ಬಳಿಕ ಶವವನ್ನು ಹೊಲದಲ್ಲಿ ಬಚ್ಚಿಡಲು ಯತ್ನಿಸಿದ್ದರು. ಸ್ಥಳಕ್ಕೆ ಭೇಟಿ ನೀಡಿದ ಅಧಿಕಾರಿಗಳು ಪರಿಶೀಲನೆ ನಡೆಸಿ ಆರೋಪಿಗಳನ್ನು ವಶಕ್ಕೆ ಪಡೆದಿದ್ದಾರೆ. [680,766,806,809]
hostel-paragraph: ಮಕ್ಕಳಲ್ಲಿ ಧೈರ್ಯ ತುಂಬಲು, ಶಿಸ್ತು ಮತ್ತು ಜ್ಞಾನ ಬೆಳೆಸಲು ಇಂತಹ ಕಾರ್ಯಕ್ರಮಗಳು ಸಹಕಾರಿಯಾಗಲಿವೆ ಎಂದು ಅವರು ಹೇಳಿದರು. [140,713,265,745]
hostel-paragraph: ಬೆಳಗಿನ ಉಪಹಾರ ಸೇವಿಸಿ ವಿದ್ಯಾರ್ಥಿಗಳೊಂದಿಗೆ ಸಂವಾದ ನಡೆಸಿದರು. ಸಮಸ್ಯೆಗಳನ್ನು ಆಲಿಸಿ ಶೀಘ್ರ ಪರಿಹಾರದ ಭರವಸೆ ನೀಡಿದರು. [404,819,532,852]
teachers-paragraph: ಪಾಲಕರು ತಮ್ಮ ಮಕ್ಕಳನ್ನು ಶಿಕ್ಷಕರ ಮೇಲೆ ನಂಬಿಕೆ ಇಟ್ಟು ಶಾಲೆಗೆ ಕಳುಹಿಸುತ್ತಾರೆ. ಆ ನಂಬಿಕೆ ಉಳಿಸಿಕೊಳ್ಳುವುದು ಶಿಕ್ಷಕರ ಕರ್ತವ್ಯ. ಉತ್ತಮ ಶಿಕ್ಷಕರಿಗೆ ಪ್ರಶಸ್ತಿ ನೀಡಿ ಗೌರವಿಸಲಾಯಿತು. [205,1206,365,1238]
lead-paragraph: ಕಾರ್ಯದಲ್ಲಿ ಪಾಲ್ಗೊಳ್ಳುವವರ ಮನಸ್ಸು ಪವಿತ್ರವಾಗುತ್ತದೆ. ಜೀವನದಲ್ಲಿ ಒಳ್ಳೆಯ ಕೆಲಸ ಮಾಡುವುದರಿಂದ ಆದರ್ಶ ಸಮಾಜ ನಿರ್ಮಾಣವಾಗುತ್ತದೆ. ಮಠದ ಪರಂಪರೆ ಉಳಿಸಿ ಬೆಳೆಸುವ ಕಾರ್ಯ ನಮ್ಮೆಲ್ಲರ ಹೊಣೆಯಾಗಿದೆ ಎಂದು ನುಡಿದರು. [142,361,274,427]
lead-paragraph: ಮಾರ್ಗ ದೊರೆಯುತ್ತದೆ ಎಂದರು. ಕಾರ್ಯಕ್ರಮದಲ್ಲಿ ಅನೇಕ ಗಣ್ಯರು, ಮಠದ ಭಕ್ತರು ಪಾಲ್ಗೊಂಡಿದ್ದರು. ನಿವೇದಿತಾ ಸ್ವಾಗತಿಸಿದರು, ಕಾರ್ಯಕ್ರಮ ಜರುಗಿತು. [813,200,937,244]
hostel-paragraph: ಬೆಳಗಿನ ಉಪಹಾರ ಸೇವಿಸಿ ವಿದ್ಯಾರ್ಥಿಗಳೊಂದಿಗೆ ಸಂವಾದ ನಡೆಸಿದರು. ಸಮಸ್ಯೆಗಳನ್ನು ಆಲಿಸಿ ಶೀಘ್ರ ಪರಿಹಾರದ ಭರವಸೆ ನೀಡಿದರು. [404,748,532,781]
crime-headline: ಕ್ರೂರಿಯಾಗಿದ್ದ ಮಗನನ್ನು ಕೊಂದು ಹಾಕಿದ ಪಾಲಕರು [544,554,824,574]
dogs-paragraph: ಕಾಗವಾಡ: ತಾಲೂಕಿನ ಕೇಂದ್ರ ಪಟ್ಟಣದಲ್ಲಿ ಬೀದಿ ನಾಯಿಗಳ ಹಾವಳಿ ಹೆಚ್ಚಾಗಿದ್ದು ಸಾರ್ವಜನಿಕರು, ವಿದ್ಯಾರ್ಥಿಗಳು ಭಯದಲ್ಲಿ ಸಂಚರಿಸುವಂತಾಗಿದೆ. ಸಂಬಂಧಿಸಿದ ಅಧಿಕಾರಿಗಳು ಕೂಡಲೇ ಕ್ರಮ ಕೈಗೊಳ್ಳಬೇಕು ಎಂದು ಸಾರ್ವಜನಿಕರು ಆಗ್ರಹಿಸಿದ್ದಾರೆ. [544,1042,669,1108]
hostel-paragraph: ಬೆಳಗಲ್ಲಿ: ವಸತಿ ನಿಲಯದ ಮಕ್ಕಳಲ್ಲಿ ಶೈಕ್ಷಣಿಕ ವಾತಾವರಣ ಬೆಳೆಸುವ ಮತ್ತು ಅವರ ಸಮಸ್ಯೆಗಳನ್ನು ಅರಿಯಲು ಅಧಿಕಾರಿಗಳು ವಸತಿ ನಿಲಯದಲ್ಲಿ ವಾಸ್ತವ್ಯ ಮಾಡುವ ನೂತನ ಪ್ರಯೋಗ ನಡೆಯುತ್ತಿದೆ. [8,829,133,883]
